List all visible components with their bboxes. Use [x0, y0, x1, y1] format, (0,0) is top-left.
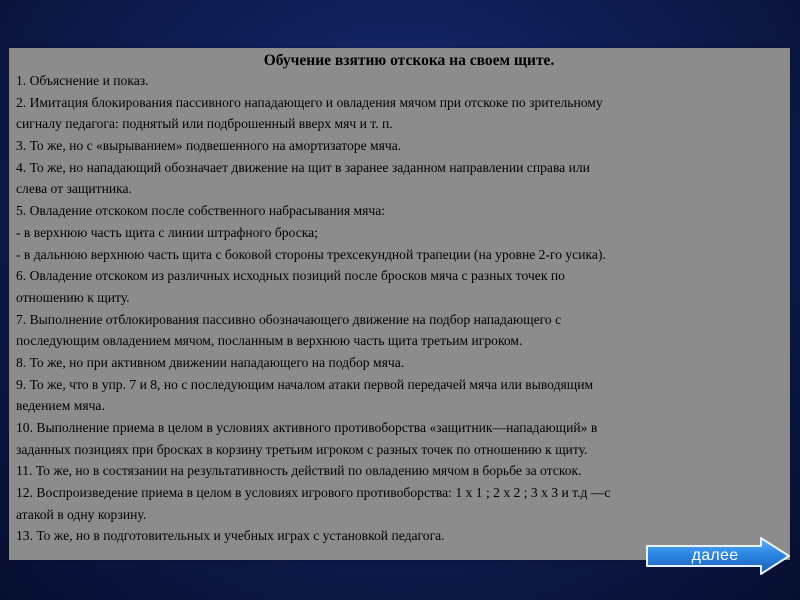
exercise-line: 7. Выполнение отблокирования пассивно обозначающего движение на подбор нападающего с: [16, 311, 562, 327]
exercise-line: 10. Выполнение приема в целом в условиях активного противоборства «защитник—нападающий» в: [16, 420, 598, 435]
exercise-line: 2. Имитация блокирования пассивного нападающего и овладения мячом при отскоке по зрительному: [16, 94, 603, 110]
slide-content-panel: [9, 48, 790, 560]
next-button[interactable]: [645, 536, 791, 576]
exercise-line: заданных позициях при бросках в корзину третьим игроком с разных точек по отношению к щиту.: [16, 441, 588, 457]
exercise-line: ведением мяча.: [16, 398, 105, 414]
exercise-line: 4. То же, но нападающий обозначает движение на щит в заранее заданном направлении справа или: [16, 159, 590, 175]
exercise-line: 8. То же, но при активном движении нападающего на подбор мяча.: [16, 354, 405, 370]
exercise-list: [16, 70, 788, 547]
exercise-line: последующим овладением мячом, посланным в верхнюю часть щита третьим игроком.: [16, 333, 523, 349]
exercise-line: отношению к щиту.: [16, 289, 130, 305]
slide-title: Обучение взятию отскока на своем щите.: [263, 52, 555, 69]
exercise-line: 1. Объяснение и показ.: [16, 73, 149, 88]
exercise-line: 12. Воспроизведение приема в целом в условиях игрового противоборства: 1 х 1 ; 2 х 2 ; 3 х 3 и т.д —с: [16, 485, 611, 501]
next-button-label: далее: [691, 547, 739, 564]
exercise-line: - в верхнюю часть щита с линии штрафного броска;: [16, 224, 318, 240]
exercise-line: слева от защитника.: [16, 181, 132, 197]
exercise-line: 11. То же, но в состязании на результативность действий по овладению мячом в борьбе за отскок.: [16, 463, 582, 479]
exercise-line: 3. То же, но с «вырыванием» подвешенного на амортизаторе мяча.: [16, 138, 402, 154]
exercise-line: 13. То же, но в подготовительных и учебных играх с установкой педагога.: [16, 528, 445, 544]
exercise-line: 9. То же, что в упр. 7 и 8, но с последующим началом атаки первой передачей мяча или выводящим: [16, 376, 594, 392]
exercise-line: - в дальнюю верхнюю часть щита с боковой стороны трехсекундной трапеции (на уровне 2-го усика).: [16, 246, 606, 262]
exercise-line: 6. Овладение отскоком из различных исходных позиций после бросков мяча с разных точек по: [16, 268, 565, 284]
exercise-line: сигналу педагога: поднятый или подброшенный вверх мяч и т. п.: [16, 116, 393, 132]
exercise-line: атакой в одну корзину.: [16, 506, 147, 522]
exercise-line: 5. Овладение отскоком после собственного набрасывания мяча:: [16, 203, 386, 219]
